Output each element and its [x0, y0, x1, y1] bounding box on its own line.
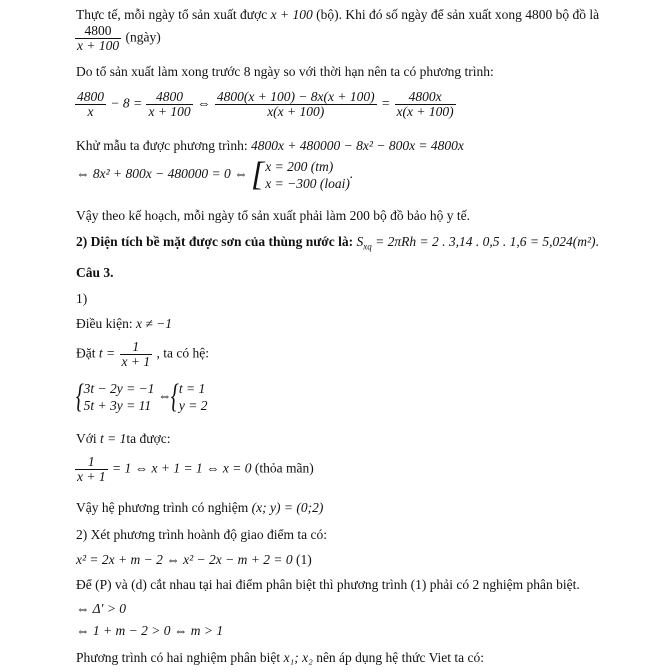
paragraph-viet: Phương trình có hai nghiệm phân biệt x₁; x₂ nên áp dụng hệ thức Viet ta có:: [76, 650, 485, 665]
fraction: $\frac{1}{x + 1}$: [77, 454, 106, 484]
fraction: $\frac{4800}{x + 100}$: [77, 23, 120, 53]
fraction: $\frac{4800}{x}$: [77, 89, 104, 119]
brace: {: [171, 378, 180, 415]
brace: {: [75, 378, 84, 415]
equation-main: $\frac{4800}{x}$ − 8 = $\frac{4800}{x + 100}$ ⇔ $\frac{4800(x + 100) - 8x(x + 100)}{x(x + 100)}$ = $\frac{4800x}{x(x + 100)}$: [77, 89, 454, 119]
equation-system: { 3t − 2y = −1 5t + 3y = 11 ⇔{ t = 1 y = 2: [75, 378, 208, 415]
equation-solve-x: $\frac{1}{x + 1}$ = 1 ⇔ x + 1 = 1 ⇔ x = 0 (thỏa mãn): [77, 454, 314, 484]
fraction: $\frac{4800}{x + 100}$: [148, 89, 191, 119]
paragraph-surface-area: 2) Diện tích bề mặt được sơn của thùng nước là: $S_{xq} = 2\pi Rh = 2$ . 3,14 . 0,5 . 1,6 = 5,024(m²).: [76, 234, 599, 252]
paragraph-equation-setup: Do tổ sản xuất làm xong trước 8 ngày so với thời hạn nên ta có phương trình:: [76, 64, 494, 79]
fraction-days: $\frac{4800}{x + 100}$ (ngày): [77, 23, 161, 53]
fraction: $\frac{4800x}{x(x + 100)}$: [396, 89, 454, 119]
equation-m-condition: ⇔ 1 + m − 2 > 0 ⇔ m > 1: [76, 623, 224, 638]
paragraph-clear-denominator: Khử mẫu ta được phương trình: 4800x + 480000 − 8x² − 800x = 4800x: [76, 138, 464, 153]
equation-intersection: x² = 2x + m − 2 ⇔ x² − 2x − m + 2 = 0 (1): [76, 552, 312, 567]
equation-discriminant: ⇔ Δ' > 0: [76, 601, 127, 616]
heading-cau3: Câu 3.: [76, 265, 114, 280]
paragraph-conclusion: Vậy theo kế hoạch, mỗi ngày tổ sản xuất phải làm 200 bộ đồ bảo hộ y tế.: [76, 208, 471, 223]
paragraph-system-solution: Vậy hệ phương trình có nghiệm (x; y) = (0;2): [76, 500, 324, 515]
bracket: [: [251, 156, 265, 193]
paragraph-with-t: Với t = 1ta được:: [76, 431, 171, 446]
solutions: x = 200 (tm) x = −300 (loai): [265, 159, 350, 191]
fraction: $\frac{1}{x + 1}$: [121, 339, 151, 369]
fraction: $\frac{4800(x + 100) - 8x(x + 100)}{x(x + 100)}$: [216, 89, 375, 119]
paragraph-condition: Điều kiện: x ≠ −1: [76, 316, 173, 331]
paragraph-two-roots: Để (P) và (d) cắt nhau tại hai điểm phân biệt thì phương trình (1) phải có 2 nghiệm phân biệt.: [76, 577, 580, 592]
section-1: 1): [76, 291, 88, 306]
paragraph-intersection: 2) Xét phương trình hoành độ giao điểm ta có:: [76, 527, 328, 542]
paragraph-substitution: Đặt t = $\frac{1}{x + 1}$ , ta có hệ:: [76, 339, 209, 369]
equation-quadratic: ⇔ 8x² + 800x − 480000 = 0 ⇔ [ x = 200 (tm) x = −300 (loai) .: [76, 156, 354, 193]
paragraph-production-rate: Thực tế, mỗi ngày tổ sản xuất được x + 100 (bộ). Khi đó số ngày để sản xuất xong 4800 bộ đồ là: [76, 7, 600, 22]
math-inline: x + 100: [270, 7, 313, 22]
